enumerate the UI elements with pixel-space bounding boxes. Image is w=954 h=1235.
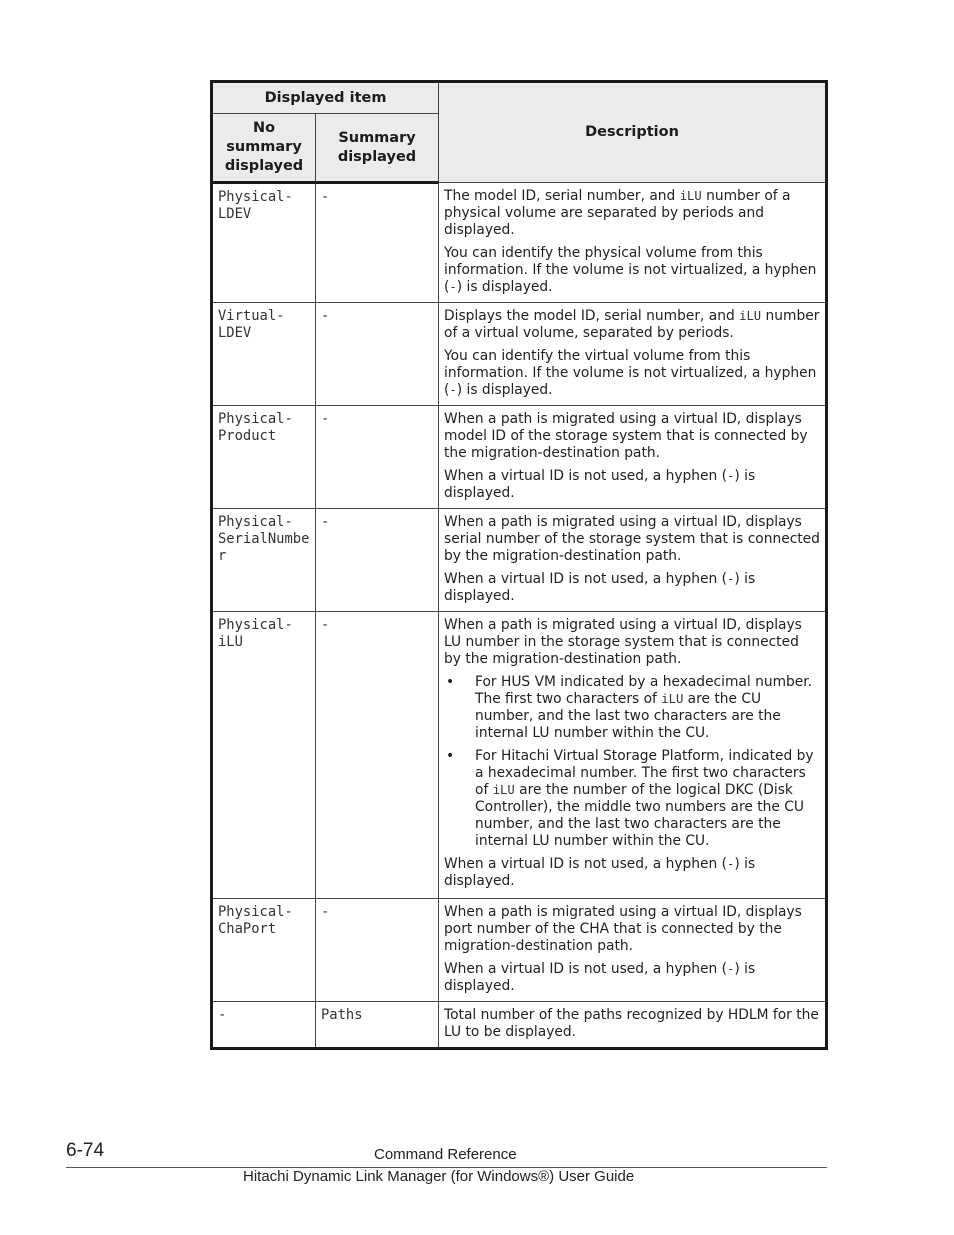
description-bullet-list xyxy=(444,674,820,850)
summary-item-cell xyxy=(316,183,439,303)
table-row xyxy=(212,406,827,509)
description-cell xyxy=(439,509,827,612)
no-summary-item-text: Physical- xyxy=(218,617,293,633)
no-summary-item-cell xyxy=(212,303,316,406)
displayed-items-table xyxy=(210,80,828,1050)
no-summary-item-cell xyxy=(212,183,316,303)
description-paragraph: When a virtual ID is not used, a hyphen (-) is displayed. xyxy=(444,571,756,604)
summary-item-text: Paths xyxy=(321,1007,363,1023)
book-title: Hitachi Dynamic Link Manager (for Windows®) User Guide xyxy=(243,1168,635,1185)
description-paragraph: You can identify the physical volume from this information. If the volume is not virtualized, a hyphen (-) is displayed. xyxy=(444,245,817,295)
summary-item-cell xyxy=(316,899,439,1002)
description-paragraph: You can identify the virtual volume from this information. If the volume is not virtualized, a hyphen (-) is displayed. xyxy=(444,348,817,398)
header-displayed-item: Displayed item xyxy=(212,82,439,114)
header-description: Description xyxy=(439,82,827,183)
summary-item-cell xyxy=(316,1002,439,1049)
header-no-summary: No summary displayed xyxy=(212,114,316,183)
table-row xyxy=(212,303,827,406)
description-bullet: • For HUS VM indicated by a hexadecimal number. The first two characters of iLU are the CU number, and the last two characters are the internal LU number within the CU. xyxy=(444,674,820,742)
header-summary: Summary displayed xyxy=(316,114,439,183)
summary-item-cell xyxy=(316,509,439,612)
description-cell xyxy=(439,183,827,303)
no-summary-item-cell xyxy=(212,612,316,899)
description-cell xyxy=(439,303,827,406)
no-summary-item-text: LDEV xyxy=(218,206,252,222)
section-title: Command Reference xyxy=(374,1146,517,1163)
no-summary-item-text: iLU xyxy=(218,634,243,650)
no-summary-item-text: LDEV xyxy=(218,325,252,341)
no-summary-item-text: - xyxy=(218,1007,227,1023)
table-row xyxy=(212,899,827,1002)
no-summary-item-text: Physical- xyxy=(218,904,293,920)
summary-item-text: - xyxy=(321,411,330,427)
description-cell xyxy=(439,1002,827,1049)
table-row xyxy=(212,509,827,612)
description-paragraph: When a virtual ID is not used, a hyphen (-) is displayed. xyxy=(444,468,756,501)
no-summary-item-text: Product xyxy=(218,428,277,444)
summary-item-cell xyxy=(316,406,439,509)
no-summary-item-cell xyxy=(212,509,316,612)
no-summary-item-text: r xyxy=(218,548,227,564)
no-summary-item-cell xyxy=(212,406,316,509)
table-row xyxy=(212,183,827,303)
no-summary-item-text: SerialNumbe xyxy=(218,531,310,547)
summary-item-text: - xyxy=(321,514,330,530)
summary-item-text: - xyxy=(321,904,330,920)
description-paragraph: When a path is migrated using a virtual ID, displays LU number in the storage system that is connected by the migration-destination path. xyxy=(444,617,802,667)
no-summary-item-text: Virtual- xyxy=(218,308,285,324)
table-body xyxy=(212,183,827,1049)
summary-item-cell xyxy=(316,612,439,899)
description-paragraph: Displays the model ID, serial number, and iLU number of a virtual volume, separated by periods. xyxy=(444,308,820,341)
summary-item-text: - xyxy=(321,617,330,633)
table-row xyxy=(212,1002,827,1049)
summary-item-text: - xyxy=(321,189,330,205)
description-paragraph: The model ID, serial number, and iLU number of a physical volume are separated by periods and displayed. xyxy=(444,188,791,238)
no-summary-item-text: Physical- xyxy=(218,411,293,427)
description-paragraph: When a path is migrated using a virtual ID, displays model ID of the storage system that is connected by the migration-destination path. xyxy=(444,411,808,461)
summary-item-text: - xyxy=(321,308,330,324)
description-paragraph: When a virtual ID is not used, a hyphen (-) is displayed. xyxy=(444,961,756,994)
no-summary-item-text: Physical- xyxy=(218,514,293,530)
description-paragraph: When a path is migrated using a virtual ID, displays port number of the CHA that is connected by the migration-destination path. xyxy=(444,904,802,954)
description-paragraph: When a virtual ID is not used, a hyphen (-) is displayed. xyxy=(444,856,756,889)
summary-item-cell xyxy=(316,303,439,406)
no-summary-item-text: Physical- xyxy=(218,189,293,205)
no-summary-item-cell xyxy=(212,1002,316,1049)
description-bullet: • For Hitachi Virtual Storage Platform, indicated by a hexadecimal number. The first two characters of iLU are the number of the logical DKC (Disk Controller), the middle two numbers are the CU number, and the last two characters are the internal LU number within the CU. xyxy=(444,748,820,850)
no-summary-item-text: ChaPort xyxy=(218,921,277,937)
description-cell xyxy=(439,612,827,899)
table-row xyxy=(212,612,827,899)
description-cell xyxy=(439,899,827,1002)
page-number: 6-74 xyxy=(66,1140,105,1161)
description-paragraph: Total number of the paths recognized by HDLM for the LU to be displayed. xyxy=(444,1007,819,1040)
description-paragraph: When a path is migrated using a virtual ID, displays serial number of the storage system that is connected by the migration-destination path. xyxy=(444,514,820,564)
description-cell xyxy=(439,406,827,509)
no-summary-item-cell xyxy=(212,899,316,1002)
